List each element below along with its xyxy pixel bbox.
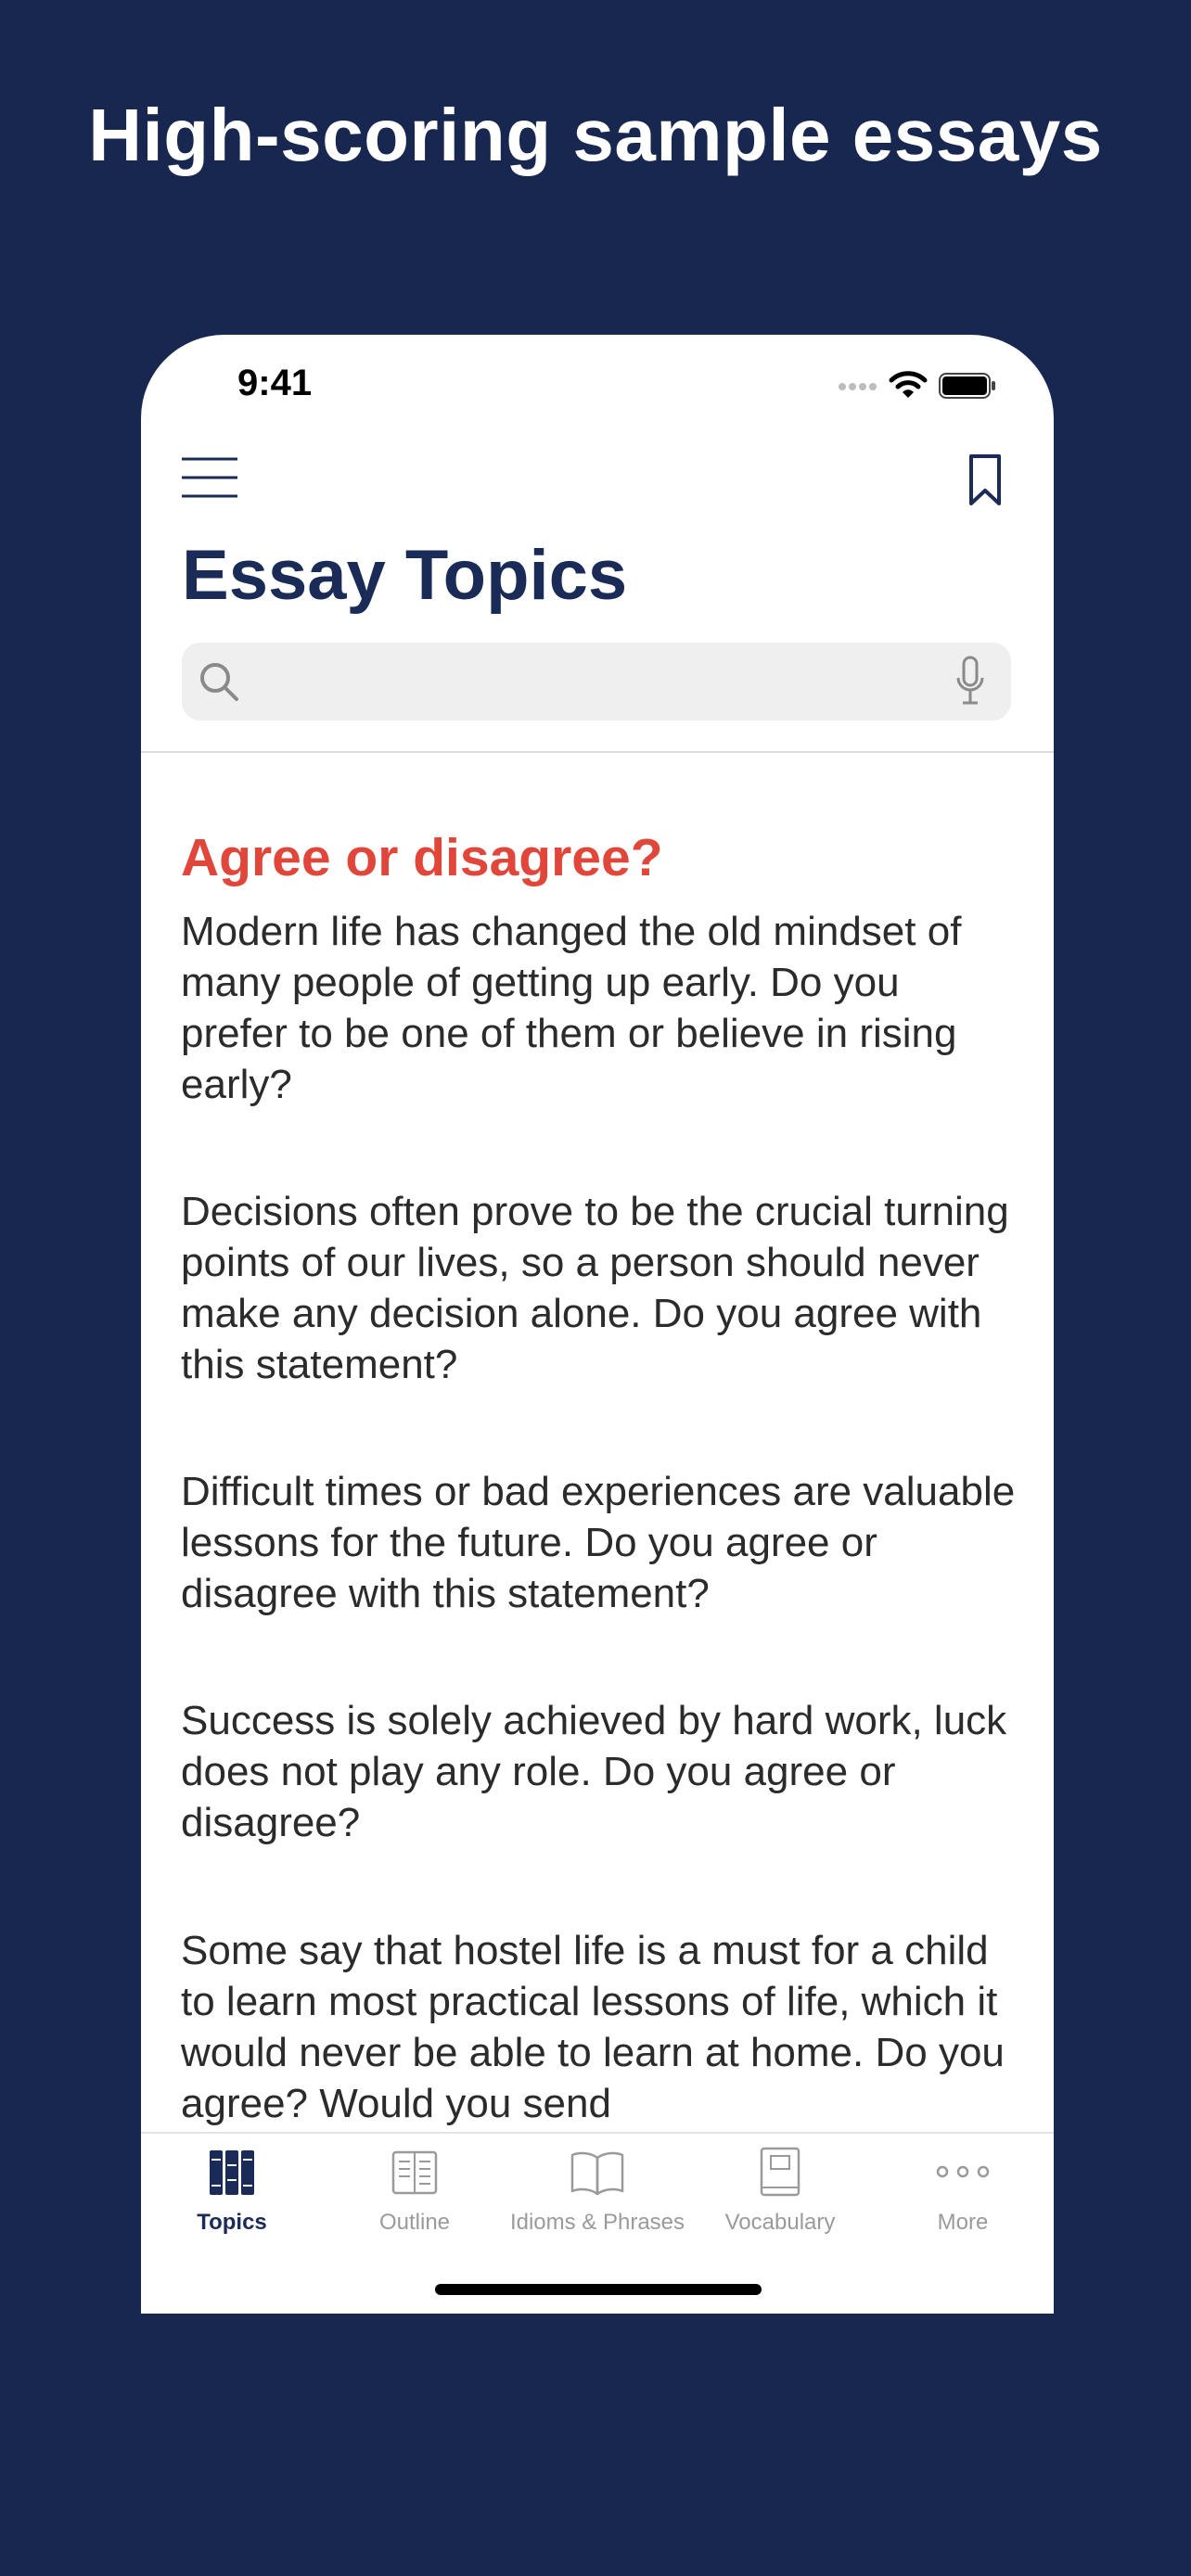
- section-title: Agree or disagree?: [181, 828, 663, 887]
- open-book-icon: [570, 2147, 625, 2197]
- search-bar[interactable]: [182, 643, 1011, 721]
- promo-headline: High-scoring sample essays: [88, 94, 1103, 176]
- topic-list[interactable]: [141, 753, 1054, 2126]
- phone-screen: [141, 335, 1054, 2312]
- topic-item[interactable]: Some say that hostel life is a must for a child to learn most practical lessons of life, which it would never be able to learn at home. Do you agree? Would you send: [181, 1928, 1005, 2126]
- tab-label: More: [937, 2210, 989, 2235]
- microphone-icon[interactable]: [955, 656, 985, 708]
- search-icon: [198, 661, 239, 702]
- page-title: Essay Topics: [182, 536, 628, 615]
- signal-icon: [837, 372, 881, 400]
- topic-item[interactable]: Decisions often prove to be the crucial turning points of our lives, so a person should never make any decision alone. Do you agree with this statement?: [181, 1189, 1009, 1387]
- more-dots-icon: [935, 2147, 991, 2197]
- books-icon: [209, 2147, 255, 2197]
- search-input[interactable]: [247, 652, 937, 713]
- tab-label: Vocabulary: [724, 2210, 836, 2235]
- topic-item[interactable]: Difficult times or bad experiences are valuable lessons for the future. Do you agree or disagree with this statement?: [181, 1469, 1016, 1616]
- home-indicator: [435, 2284, 762, 2295]
- battery-icon: [939, 372, 996, 400]
- wifi-icon: [889, 369, 928, 401]
- tab-topics[interactable]: [141, 2134, 323, 2245]
- tab-idioms-phrases[interactable]: [506, 2134, 688, 2245]
- topic-item[interactable]: Success is solely achieved by hard work, luck does not play any role. Do you agree or disagree?: [181, 1698, 1007, 1845]
- tab-label: Topics: [197, 2210, 267, 2235]
- tab-outline[interactable]: [324, 2134, 506, 2245]
- status-time: 9:41: [237, 363, 313, 403]
- vocabulary-book-icon: [757, 2147, 803, 2197]
- tab-more[interactable]: [872, 2134, 1054, 2245]
- bookmark-icon[interactable]: [968, 453, 1002, 507]
- status-icons: [837, 372, 996, 400]
- hamburger-icon[interactable]: [182, 457, 237, 498]
- topic-item[interactable]: Modern life has changed the old mindset of many people of getting up early. Do you prefer to be one of them or believe in rising early?: [181, 909, 962, 1107]
- tab-label: Outline: [378, 2210, 451, 2235]
- outline-icon: [391, 2147, 438, 2197]
- tab-vocabulary[interactable]: [689, 2134, 871, 2245]
- tab-label: Idioms & Phrases: [509, 2210, 685, 2235]
